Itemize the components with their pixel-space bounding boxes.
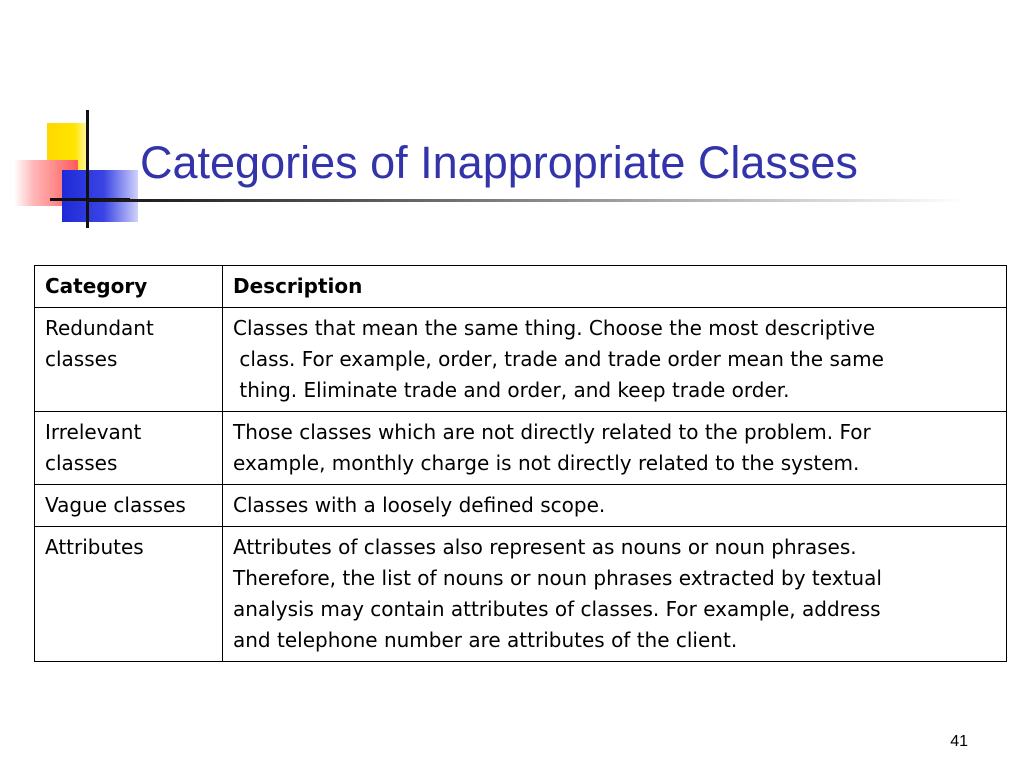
category-line: Redundant bbox=[45, 316, 154, 340]
table-row bbox=[35, 527, 1007, 662]
table-row bbox=[35, 485, 1007, 527]
title-underline-rule bbox=[88, 199, 968, 202]
description-cell bbox=[223, 485, 1007, 527]
category-cell bbox=[35, 308, 223, 412]
description-line: thing. Eliminate trade and order, and keep trade order. bbox=[233, 378, 790, 402]
description-line: class. For example, order, trade and trade order mean the same bbox=[233, 347, 884, 371]
table-row bbox=[35, 308, 1007, 412]
category-cell bbox=[35, 485, 223, 527]
table-row bbox=[35, 412, 1007, 485]
category-line: classes bbox=[45, 451, 118, 475]
page-title: Categories of Inappropriate Classes bbox=[140, 137, 858, 188]
description-cell bbox=[223, 527, 1007, 662]
column-header-description: Description bbox=[223, 266, 1007, 308]
logo-vertical-line bbox=[86, 110, 89, 228]
category-line: Vague classes bbox=[45, 493, 186, 517]
description-cell bbox=[223, 308, 1007, 412]
category-cell bbox=[35, 412, 223, 485]
description-line: Classes that mean the same thing. Choose the most descriptive bbox=[233, 316, 876, 340]
category-line: Irrelevant bbox=[45, 420, 142, 444]
description-cell bbox=[223, 412, 1007, 485]
template-logo-graphic bbox=[0, 0, 150, 240]
category-line: classes bbox=[45, 347, 118, 371]
description-line: example, monthly charge is not directly related to the system. bbox=[233, 451, 860, 475]
category-line: Attributes bbox=[45, 535, 144, 559]
description-line: Therefore, the list of nouns or noun phrases extracted by textual bbox=[233, 566, 882, 590]
description-line: Those classes which are not directly related to the problem. For bbox=[233, 420, 871, 444]
description-line: Attributes of classes also represent as nouns or noun phrases. bbox=[233, 535, 857, 559]
description-line: Classes with a loosely defined scope. bbox=[233, 493, 606, 517]
table-header-row bbox=[35, 266, 1007, 308]
categories-table bbox=[34, 265, 1007, 662]
slide-number: 41 bbox=[950, 733, 968, 750]
category-cell bbox=[35, 527, 223, 662]
description-line: analysis may contain attributes of classes. For example, address bbox=[233, 597, 881, 621]
logo-blue-square bbox=[62, 170, 138, 222]
column-header-category: Category bbox=[35, 266, 223, 308]
description-line: and telephone number are attributes of the client. bbox=[233, 628, 738, 652]
